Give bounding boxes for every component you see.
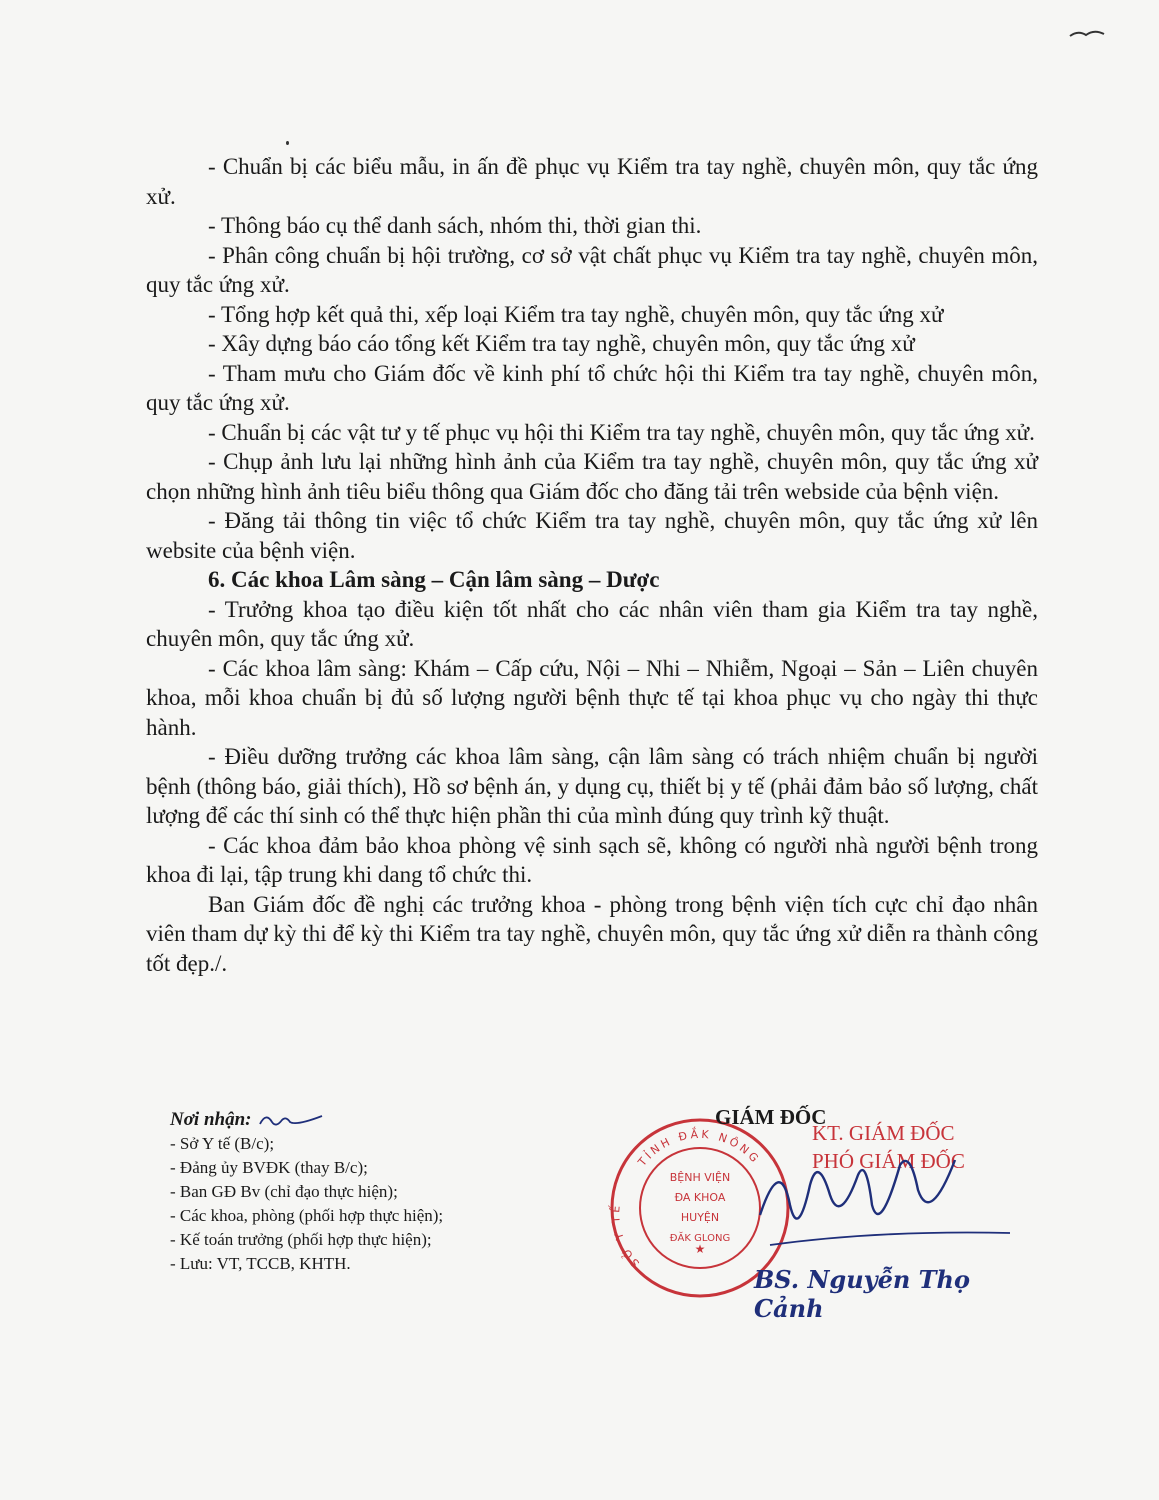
ink-speck <box>286 141 289 145</box>
list-item: - Kế toán trưởng (phối hợp thực hiện); <box>170 1230 432 1250</box>
section-heading: 6. Các khoa Lâm sàng – Cận lâm sàng – Dược <box>208 567 660 592</box>
recipients-list <box>170 1132 590 1276</box>
paragraph: - Các khoa lâm sàng: Khám – Cấp cứu, Nội – Nhi – Nhiễm, Ngoại – Sản – Liên chuyên khoa, mỗi khoa chuẩn bị đủ số lượng người bệnh thực tế tại khoa phục vụ cho ngày thi thực hành. <box>146 655 1038 740</box>
deputy-title-line: PHÓ GIÁM ĐỐC <box>812 1149 965 1173</box>
list-item: - Các khoa, phòng (phối hợp thực hiện); <box>170 1206 444 1226</box>
seal-line: ĐĂK GLONG <box>669 1233 731 1244</box>
seal-line: BỆNH VIỆN <box>669 1171 731 1184</box>
seal-line: HUYỆN <box>680 1211 720 1224</box>
closing-paragraph: Ban Giám đốc đề nghị các trưởng khoa - phòng trong bệnh viện tích cực chỉ đạo nhân viên tham dự kỳ thi để kỳ thi Kiểm tra tay nghề, chuyên môn, quy tắc ứng xử diễn ra thành công tốt đẹp./. <box>146 891 1038 976</box>
paragraph: - Thông báo cụ thể danh sách, nhóm thi, thời gian thi. <box>208 213 702 238</box>
recipients-label-row <box>170 1108 590 1132</box>
recipients-label: Nơi nhận: <box>170 1109 252 1130</box>
seal-ring-side: SỞ Y TẾ <box>609 1202 643 1270</box>
paragraph: - Phân công chuẩn bị hội trường, cơ sở vật chất phục vụ Kiểm tra tay nghề, chuyên môn, quy tắc ứng xử. <box>146 242 1038 297</box>
corner-mark-icon <box>1068 24 1108 44</box>
recipients-block <box>170 1108 590 1276</box>
paragraph: - Tham mưu cho Giám đốc về kinh phí tổ chức hội thi Kiểm tra tay nghề, chuyên môn, quy tắc ứng xử. <box>146 360 1038 415</box>
director-title: GIÁM ĐỐC <box>715 1105 827 1129</box>
list-item: - Sở Y tế (B/c); <box>170 1134 275 1154</box>
svg-text:★: ★ <box>694 1242 706 1256</box>
paragraph: - Đăng tải thông tin việc tổ chức Kiểm tra tay nghề, chuyên môn, quy tắc ứng xử lên website của bệnh viện. <box>146 508 1038 563</box>
paragraph: - Trưởng khoa tạo điều kiện tốt nhất cho các nhân viên tham gia Kiểm tra tay nghề, chuyên môn, quy tắc ứng xử. <box>146 596 1038 651</box>
list-item: - Ban GĐ Bv (chỉ đạo thực hiện); <box>170 1182 398 1202</box>
initials-scribble-icon <box>256 1110 326 1132</box>
paragraph: - Xây dựng báo cáo tổng kết Kiểm tra tay nghề, chuyên môn, quy tắc ứng xử <box>208 331 915 356</box>
deputy-title-line: KT. GIÁM ĐỐC <box>812 1121 955 1145</box>
signer-name: BS. Nguyễn Thọ Cảnh <box>754 1265 970 1323</box>
paragraph: - Điều dưỡng trưởng các khoa lâm sàng, cận lâm sàng có trách nhiệm chuẩn bị người bệnh (thông báo, giải thích), Hồ sơ bệnh án, y dụng cụ, thiết bị y tế (phải đảm bảo số lượng, chất lượng để các thí sinh có thể thực hiện phần thi của mình đúng quy trình kỹ thuật. <box>146 744 1038 828</box>
list-item: - Lưu: VT, TCCB, KHTH. <box>170 1254 351 1274</box>
signature-block <box>600 1105 1020 1323</box>
paragraph: - Tổng hợp kết quả thi, xếp loại Kiểm tra tay nghề, chuyên môn, quy tắc ứng xử <box>208 301 944 327</box>
seal-line: ĐA KHOA <box>674 1191 726 1204</box>
seal-ring-top: TỈNH ĐẮK NÔNG <box>635 1127 763 1169</box>
paragraph: - Các khoa đảm bảo khoa phòng vệ sinh sạch sẽ, không có người nhà người bệnh trong khoa đi lại, tập trung khi dang tổ chức thi. <box>146 832 1038 887</box>
list-item: - Đảng ủy BVĐK (thay B/c); <box>170 1158 368 1178</box>
paragraph: - Chuẩn bị các biểu mẫu, in ấn đề phục vụ Kiểm tra tay nghề, chuyên môn, quy tắc ứng xử. <box>146 154 1038 209</box>
handwritten-signature-icon <box>740 1145 1020 1255</box>
document-body <box>146 152 1038 978</box>
paragraph: - Chụp ảnh lưu lại những hình ảnh của Kiểm tra tay nghề, chuyên môn, quy tắc ứng xử chọn những hình ảnh tiêu biểu thông qua Giám đốc cho đăng tải trên webside của bệnh viện. <box>146 449 1038 504</box>
svg-text:SỞ Y TẾ <box>608 1202 642 1270</box>
paragraph: - Chuẩn bị các vật tư y tế phục vụ hội thi Kiểm tra tay nghề, chuyên môn, quy tắc ứng xử. <box>208 419 1035 445</box>
